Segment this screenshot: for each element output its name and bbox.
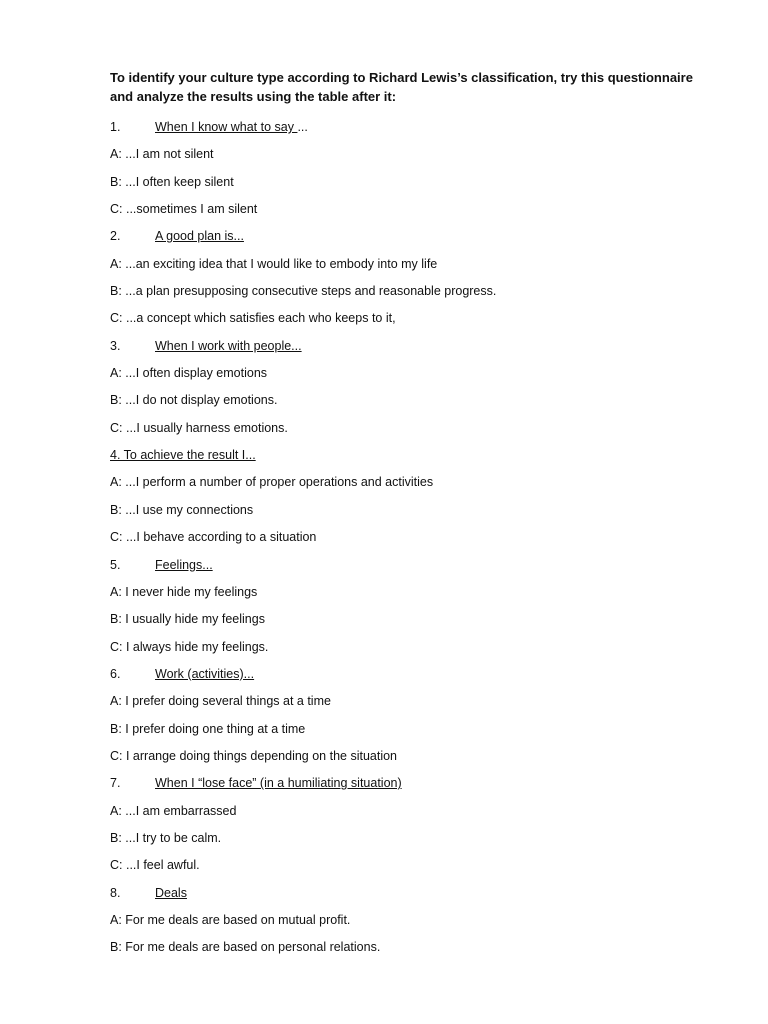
- question-heading: [110, 442, 710, 469]
- question-list: [110, 114, 710, 962]
- question-title: When I “lose face” (in a humiliating situation): [155, 776, 402, 791]
- answer-option: A: ...an exciting idea that I would like to embody into my life: [110, 256, 438, 271]
- question-title: 4. To achieve the result I...: [110, 448, 256, 463]
- question-title: Feelings...: [155, 557, 213, 572]
- question-title: When I know what to say: [155, 120, 298, 134]
- answer-option: B: ...I try to be calm.: [110, 830, 222, 845]
- question-heading: [110, 223, 710, 250]
- answer-option: C: ...I behave according to a situation: [110, 530, 317, 545]
- question-number: 5.: [110, 557, 121, 572]
- answer-option: A: ...I often display emotions: [110, 366, 268, 381]
- question-title: Deals: [155, 885, 187, 900]
- answer-option: A: ...I am embarrassed: [110, 803, 237, 818]
- question-title: When I work with people...: [155, 338, 302, 353]
- answer-option: B: For me deals are based on personal relations.: [110, 940, 381, 955]
- question-title-tail: ...: [297, 120, 308, 134]
- answer-option: C: I arrange doing things depending on the situation: [110, 748, 398, 763]
- answer-option: A: ...I am not silent: [110, 147, 214, 162]
- question-heading: [110, 661, 710, 688]
- answer-option: C: ...sometimes I am silent: [110, 202, 258, 217]
- question-number: 3.: [110, 338, 121, 353]
- answer-option: C: I always hide my feelings.: [110, 639, 269, 654]
- answer-option: C: ...I usually harness emotions.: [110, 420, 288, 435]
- answer-option: B: ...I use my connections: [110, 502, 254, 517]
- question-heading: [110, 770, 710, 797]
- question-number: 8.: [110, 885, 121, 900]
- question-number: 6.: [110, 666, 121, 681]
- answer-option: B: I prefer doing one thing at a time: [110, 721, 306, 736]
- answer-option: A: I prefer doing several things at a time: [110, 694, 331, 709]
- answer-option: B: ...I often keep silent: [110, 174, 234, 189]
- question-title: Work (activities)...: [155, 666, 255, 681]
- question-number: 7.: [110, 776, 121, 791]
- answer-option: C: ...a concept which satisfies each who keeps to it,: [110, 311, 396, 326]
- document-page: [110, 68, 710, 962]
- question-number: 1.: [110, 120, 121, 134]
- answer-option: B: I usually hide my feelings: [110, 612, 265, 627]
- question-heading: [110, 114, 710, 141]
- answer-option: C: ...I feel awful.: [110, 858, 200, 873]
- answer-option: B: ...a plan presupposing consecutive steps and reasonable progress.: [110, 284, 497, 299]
- question-heading: [110, 880, 710, 907]
- question-number: 2.: [110, 229, 121, 244]
- question-title: A good plan is...: [155, 229, 244, 244]
- answer-option: B: ...I do not display emotions.: [110, 393, 278, 408]
- intro-paragraph: To identify your culture type according to Richard Lewis’s classification, try this questionnaire and analyze the results using the table after it:: [110, 70, 693, 104]
- answer-option: A: I never hide my feelings: [110, 584, 258, 599]
- answer-option: A: For me deals are based on mutual profit.: [110, 912, 351, 927]
- question-heading: [110, 552, 710, 579]
- question-heading: [110, 333, 710, 360]
- answer-option: A: ...I perform a number of proper operations and activities: [110, 475, 434, 490]
